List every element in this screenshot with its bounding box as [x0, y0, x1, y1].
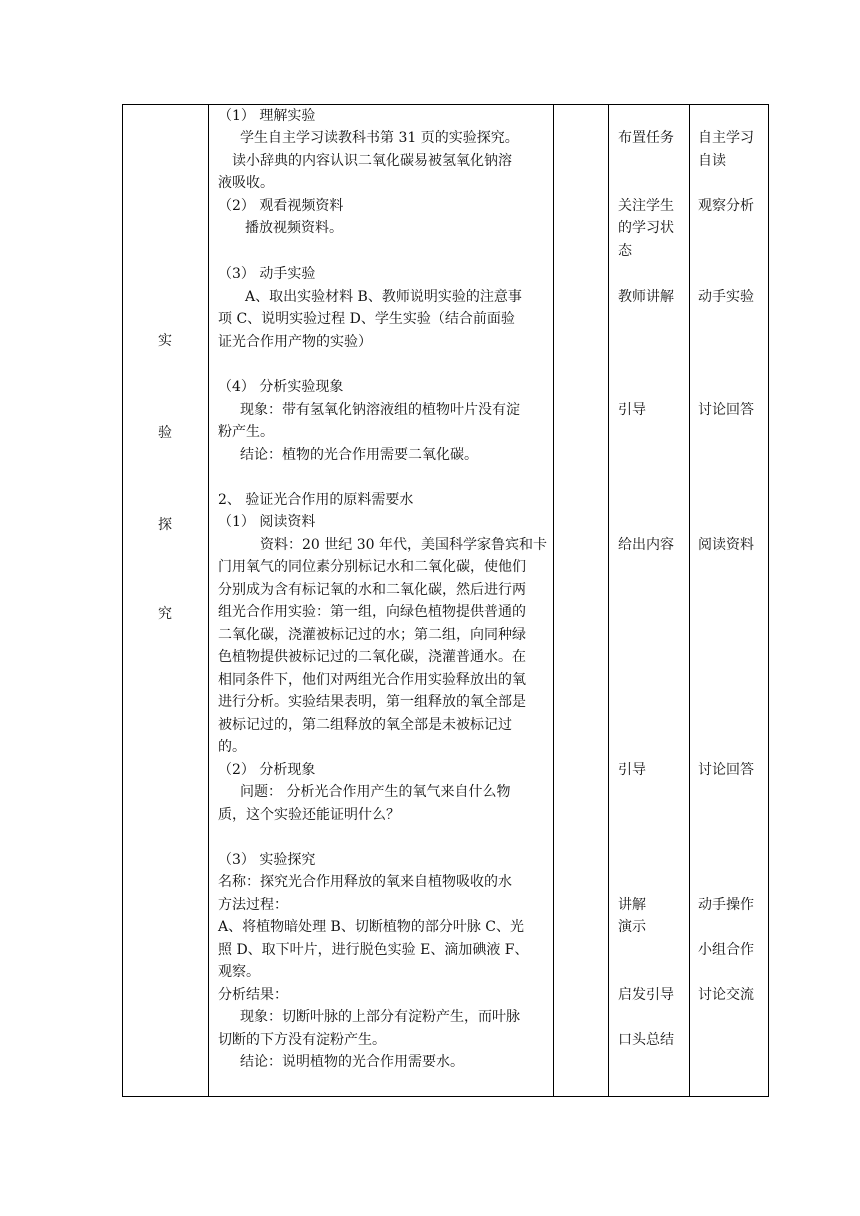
teacher-activity: 引导 [618, 402, 646, 418]
col-border-6 [768, 104, 769, 1096]
content-line: 门用氧气的同位素分别标记水和二氧化碳，使他们 [218, 559, 526, 575]
content-line: 方法过程： [218, 897, 288, 913]
content-line: 分析结果： [218, 987, 288, 1003]
student-activity: 观察分析 [698, 198, 754, 214]
step-heading: （4） 分析实验现象 [218, 379, 344, 395]
col-border-2 [208, 104, 209, 1096]
step-heading: （2） 分析现象 [218, 762, 316, 778]
section-heading: 2、 验证光合作用的原料需要水 [218, 492, 414, 508]
content-line: A、取出实验材料 B、教师说明实验的注意事 [245, 289, 522, 305]
section-char: 实 [158, 333, 172, 349]
content-line: 观察。 [218, 964, 260, 980]
student-activity: 讨论回答 [698, 402, 754, 418]
content-line: 项 C、说明实验过程 D、学生实验（结合前面验 [218, 311, 515, 327]
content-line: 质，这个实验还能证明什么？ [218, 807, 400, 823]
section-char: 探 [158, 517, 172, 533]
col-border-3 [553, 104, 554, 1096]
teacher-activity: 态 [618, 243, 632, 259]
student-activity: 动手实验 [698, 289, 754, 305]
student-activity: 讨论交流 [698, 987, 754, 1003]
content-line: 的。 [218, 739, 246, 755]
teacher-activity: 讲解 [618, 897, 646, 913]
content-line: 证光合作用产物的实验） [218, 334, 372, 350]
teacher-activity: 口头总结 [618, 1032, 674, 1048]
content-line: 液吸收。 [218, 175, 274, 191]
teacher-activity: 给出内容 [618, 537, 674, 553]
teacher-activity: 关注学生 [618, 198, 674, 214]
content-line: 照 D、取下叶片，进行脱色实验 E、滴加碘液 F、 [218, 942, 529, 958]
teacher-activity: 启发引导 [618, 987, 674, 1003]
teacher-activity: 演示 [618, 919, 646, 935]
content-line: 问题： 分析光合作用产生的氧气来自什么物 [240, 784, 511, 800]
content-line: 学生自主学习读教科书第 31 页的实验探究。 [240, 130, 519, 146]
teacher-activity: 布置任务 [618, 130, 674, 146]
student-activity: 阅读资料 [698, 537, 754, 553]
student-activity: 自主学习 [698, 130, 754, 146]
content-line: A、将植物暗处理 B、切断植物的部分叶脉 C、光 [218, 919, 525, 935]
teacher-activity: 的学习状 [618, 220, 674, 236]
content-line: 组光合作用实验：第一组，向绿色植物提供普通的 [218, 604, 526, 620]
content-line: 进行分析。实验结果表明，第一组释放的氧全部是 [218, 694, 526, 710]
content-line: 读小辞典的内容认识二氧化碳易被氢氧化钠溶 [232, 153, 512, 169]
content-line: 被标记过的，第二组释放的氧全部是未被标记过 [218, 717, 512, 733]
step-heading: （1） 理解实验 [218, 108, 316, 124]
content-line: 现象：带有氢氧化钠溶液组的植物叶片没有淀 [240, 402, 520, 418]
content-line: 名称：探究光合作用释放的氧来自植物吸收的水 [218, 874, 512, 890]
step-heading: （3） 实验探究 [218, 852, 316, 868]
content-line: 结论：说明植物的光合作用需要水。 [240, 1054, 464, 1070]
content-line: 二氧化碳，浇灌被标记过的水；第二组，向同种绿 [218, 627, 526, 643]
content-line: 资料：20 世纪 30 年代，美国科学家鲁宾和卡 [260, 537, 547, 553]
content-line: 色植物提供被标记过的二氧化碳，浇灌普通水。在 [218, 649, 526, 665]
step-heading: （2） 观看视频资料 [218, 198, 344, 214]
col-border-5 [689, 104, 690, 1096]
teacher-activity: 教师讲解 [618, 289, 674, 305]
student-activity: 自读 [698, 153, 726, 169]
student-activity: 动手操作 [698, 897, 754, 913]
content-line: 相同条件下，他们对两组光合作用实验释放出的氧 [218, 672, 526, 688]
table-bottom-border [122, 1096, 769, 1097]
section-char: 究 [158, 606, 172, 622]
content-line: 分别成为含有标记氧的水和二氧化碳，然后进行两 [218, 582, 526, 598]
student-activity: 小组合作 [698, 942, 754, 958]
col-border-1 [122, 104, 123, 1096]
content-line: 结论：植物的光合作用需要二氧化碳。 [240, 447, 478, 463]
step-heading: （1） 阅读资料 [218, 514, 316, 530]
student-activity: 讨论回答 [698, 762, 754, 778]
content-line: 现象：切断叶脉的上部分有淀粉产生，而叶脉 [240, 1009, 520, 1025]
content-line: 播放视频资料。 [245, 220, 343, 236]
content-line: 粉产生。 [218, 424, 274, 440]
content-line: 切断的下方没有淀粉产生。 [218, 1032, 386, 1048]
teacher-activity: 引导 [618, 762, 646, 778]
section-char: 验 [158, 425, 172, 441]
step-heading: （3） 动手实验 [218, 266, 316, 282]
col-border-4 [608, 104, 609, 1096]
